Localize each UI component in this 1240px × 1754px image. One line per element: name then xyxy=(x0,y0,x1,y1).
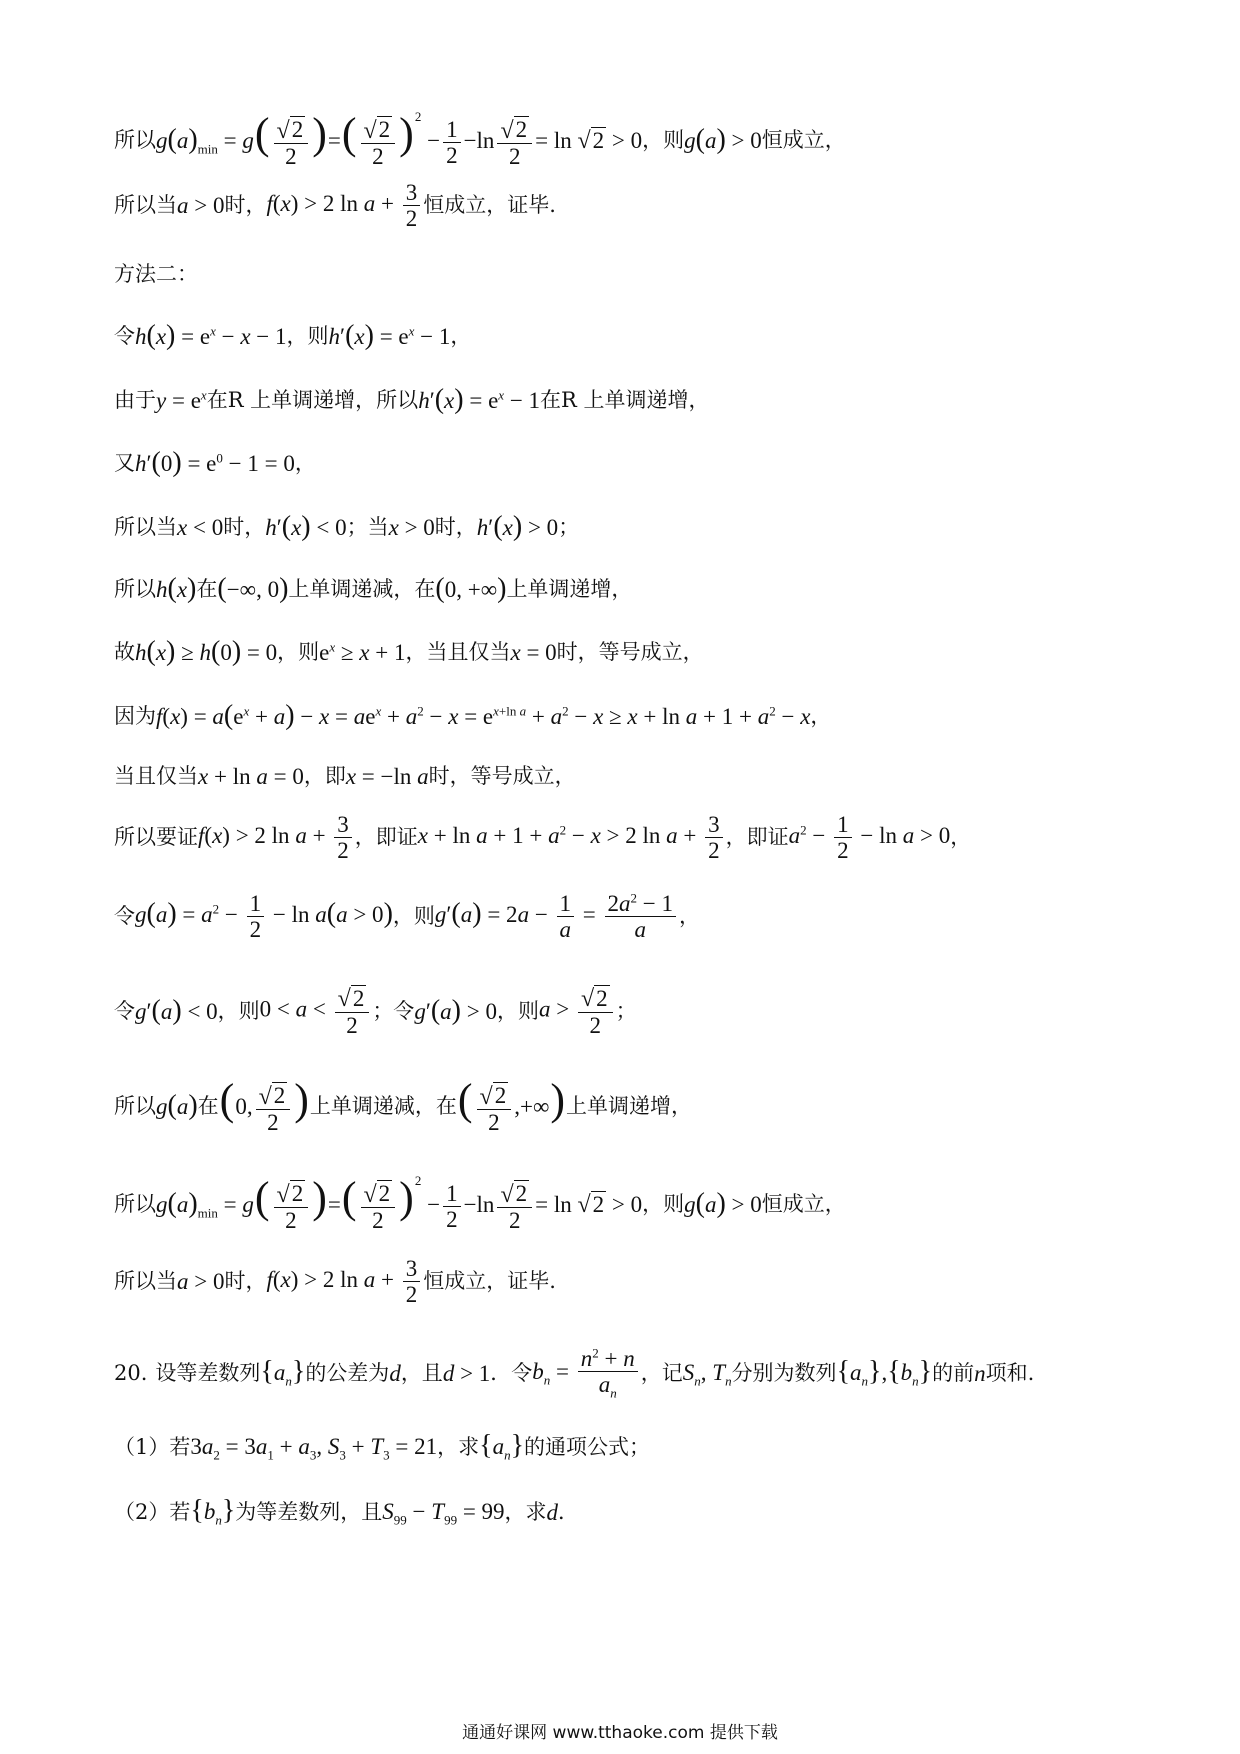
text: 的通项公式； xyxy=(524,1435,651,1459)
line-1 xyxy=(114,109,846,169)
formula: $g(a) = a^2$ − $\frac{1}{2}$ − ln a(a > 0) xyxy=(135,891,393,943)
line-13 xyxy=(114,891,700,943)
text: ，则 xyxy=(277,639,320,664)
line-14 xyxy=(114,985,637,1038)
text: ， xyxy=(294,450,316,475)
text: ，且 xyxy=(400,1361,443,1385)
formula: ( √ 2 2 ,+∞) xyxy=(457,1075,565,1135)
text: 所以 xyxy=(114,127,156,152)
text: 恒成立，证毕. xyxy=(423,193,556,218)
formula: $f(x) = a(e^x + a) - x = ae^x + a^2 - x = e^{x+ln a} + a^2 - x \ge x + \ln a + 1 + a^2 - x$ xyxy=(156,700,811,731)
text: ，即证 xyxy=(354,825,418,850)
formula: f(x) > 2 ln a + $\frac{3}{2}$ xyxy=(266,180,423,232)
text: ，则 xyxy=(392,904,435,929)
text: ， xyxy=(810,703,832,728)
formula: x < 0 xyxy=(177,514,224,540)
formula: g(a) xyxy=(156,1090,198,1122)
formula: h′(x) < 0 xyxy=(265,511,347,542)
text: 因为 xyxy=(114,703,156,728)
text: 的前 xyxy=(932,1361,975,1385)
text: 时， xyxy=(224,193,267,218)
text: ，记 xyxy=(640,1361,683,1385)
formula: $g(a)_{min} = g$( √ 2 2 )=( √ 2 2 )$^2$ − $\frac{1}{2}$ −ln √ 2 2 = ln √ 2 > 0 xyxy=(156,109,643,169)
text: 恒成立， xyxy=(761,1191,846,1216)
formula: x = −ln a xyxy=(345,764,429,789)
text: 在 xyxy=(196,576,218,601)
text: 上单调递增， xyxy=(566,1093,692,1118)
formula: d xyxy=(546,1499,559,1525)
text: R 上单调递增， xyxy=(561,387,710,412)
formula: $a^2$ − $\frac{1}{2}$ − ln a > 0 xyxy=(788,812,951,864)
text: 项和. xyxy=(985,1361,1035,1385)
text: ， xyxy=(950,825,972,850)
formula: a > 0 xyxy=(177,1269,225,1294)
formula: g′(a) = 2a − $\frac{1}{a}$ = $\frac{2a^2 - 1}{a}$ xyxy=(435,891,679,943)
formula: g(a) > 0 xyxy=(684,1188,762,1220)
formula: $h'(x) = e^x - 1$ xyxy=(328,320,451,351)
text: ．令 xyxy=(490,1361,533,1385)
text: ，求 xyxy=(504,1500,547,1524)
text: 所以 xyxy=(114,576,156,601)
text: 上单调递减，在 xyxy=(309,1093,457,1118)
text: ，则 xyxy=(286,323,329,348)
line-5 xyxy=(114,386,710,415)
formula: g(a) > 0 xyxy=(684,124,762,156)
line-6 xyxy=(114,449,316,478)
formula: $y = e^x$ xyxy=(156,386,207,413)
formula: x = 0 xyxy=(510,639,557,665)
text: ，即证 xyxy=(725,825,789,850)
formula: $\{a_n\}$ xyxy=(260,1356,306,1389)
line-7 xyxy=(114,513,579,542)
text: 为等差数列，且 xyxy=(235,1500,383,1524)
formula: $e^x \ge x + 1$ xyxy=(319,638,406,665)
formula: (0, +∞) xyxy=(435,573,507,604)
text: 上单调递减，在 xyxy=(288,576,436,601)
text: 令 xyxy=(114,323,135,348)
text: 分别为数列 xyxy=(731,1361,837,1385)
text: 所以要证 xyxy=(114,825,198,850)
formula: $h(x) = e^x - x - 1$ xyxy=(135,320,287,351)
text: 在 xyxy=(197,1093,219,1118)
formula: $b_n$ = $\frac{n^2 + n}{a_n}$ xyxy=(532,1346,640,1401)
text: 时，等号成立， xyxy=(428,764,576,789)
line-10 xyxy=(114,702,831,731)
formula: g′(a) > 0 xyxy=(414,995,497,1027)
page-footer: 通通好课网 www.tthaoke.com 提供下载 xyxy=(462,1723,778,1743)
text: ，求 xyxy=(437,1435,480,1459)
text: 上单调递增， xyxy=(506,576,633,601)
formula: h(x) ≥ h(0) = 0 xyxy=(135,636,278,667)
text: （1）若 xyxy=(114,1435,191,1459)
text: 所以当 xyxy=(114,193,177,218)
formula: $x + \ln a + 1 + a^2 - x > 2$ ln a + $\frac{3}{2}$ xyxy=(418,812,726,864)
text: R 上单调递增，所以 xyxy=(227,387,419,412)
formula: $h'(x) = e^x - 1$ xyxy=(418,384,541,415)
formula: h′(x) > 0 xyxy=(476,511,559,542)
text: ． xyxy=(558,1500,580,1524)
formula: $g(a)_{min} = g$( √ 2 2 )=( √ 2 2 )$^2$ − $\frac{1}{2}$ −ln √ 2 2 = ln √ 2 > 0 xyxy=(156,1173,643,1233)
text: ，则 xyxy=(496,998,539,1023)
line-17 xyxy=(114,1256,556,1308)
line-11 xyxy=(114,763,576,791)
text: 在 xyxy=(206,387,228,412)
text: 时， xyxy=(223,514,266,539)
formula: 0 < a < √ 2 2 xyxy=(260,985,373,1038)
text: 时， xyxy=(434,514,477,539)
line-8 xyxy=(114,575,632,604)
text: 方法二： xyxy=(114,262,198,286)
text: 故 xyxy=(114,639,135,664)
text: ； xyxy=(558,514,580,539)
formula: (−∞, 0) xyxy=(217,573,289,604)
formula: (0, √ 2 2 ) xyxy=(219,1075,309,1135)
formula: a > 0 xyxy=(177,193,225,218)
formula: a > √ 2 2 xyxy=(539,985,616,1038)
formula: $S_n$, $T_n$ xyxy=(682,1359,732,1389)
line-2 xyxy=(114,180,556,232)
formula: d xyxy=(389,1360,401,1386)
formula: $S_{99} - T_{99} = 99$ xyxy=(382,1498,505,1528)
text: （2）若 xyxy=(114,1500,191,1524)
text: ；当 xyxy=(346,514,389,539)
text: ，则 xyxy=(217,998,260,1023)
text: 所以当 xyxy=(114,1269,177,1294)
problem-number: 20. xyxy=(114,1361,148,1385)
text: 由于 xyxy=(114,387,156,412)
formula: $3a_2 = 3a_1 + a_3$, $S_3 + T_3 = 21$ xyxy=(190,1433,438,1463)
formula: x > 0 xyxy=(388,514,435,540)
line-9 xyxy=(114,638,704,667)
problem-20-part-2 xyxy=(114,1497,579,1528)
text: ， xyxy=(679,904,701,929)
formula: g′(a) < 0 xyxy=(135,995,218,1027)
formula: n xyxy=(974,1360,986,1386)
line-16 xyxy=(114,1173,846,1233)
formula: $\{a_n\}$ xyxy=(479,1430,525,1463)
text: ，当且仅当 xyxy=(405,639,511,664)
line-4 xyxy=(114,322,471,351)
text: ，即 xyxy=(303,764,346,789)
text: 的公差为 xyxy=(305,1361,390,1385)
problem-20-statement xyxy=(114,1346,1034,1401)
formula: f(x) > 2 ln a + $\frac{3}{2}$ xyxy=(198,812,355,864)
text: 所以 xyxy=(114,1093,156,1118)
formula: d > 1 xyxy=(442,1360,491,1386)
text: 设等差数列 xyxy=(155,1361,261,1385)
text: ；令 xyxy=(372,998,415,1023)
text: 令 xyxy=(114,904,135,929)
formula: $\{b_n\}$ xyxy=(190,1495,236,1528)
text: 所以 xyxy=(114,1191,156,1216)
formula: f(x) > 2 ln a + $\frac{3}{2}$ xyxy=(266,1256,423,1308)
text: 时， xyxy=(224,1269,267,1294)
text: 当且仅当 xyxy=(114,764,198,789)
text: 恒成立， xyxy=(761,127,846,152)
line-3 xyxy=(114,262,198,287)
text: 恒成立，证毕. xyxy=(423,1269,556,1294)
problem-20-part-1 xyxy=(114,1432,650,1463)
formula: $\{a_n\},\{b_n\}$ xyxy=(836,1356,933,1389)
text: 所以当 xyxy=(114,514,177,539)
formula: h(x) xyxy=(156,573,197,604)
text: ； xyxy=(615,998,637,1023)
text: 在 xyxy=(540,387,562,412)
formula: x + ln a = 0 xyxy=(198,764,304,789)
formula: $h'(0) = e^0 - 1 = 0$ xyxy=(135,447,295,478)
text: 时，等号成立， xyxy=(556,639,704,664)
text: 又 xyxy=(114,450,135,475)
text: ， xyxy=(450,323,472,348)
line-15 xyxy=(114,1075,692,1135)
line-12 xyxy=(114,812,971,864)
text: 令 xyxy=(114,998,135,1023)
text: ，则 xyxy=(642,127,685,152)
text: ，则 xyxy=(642,1191,685,1216)
